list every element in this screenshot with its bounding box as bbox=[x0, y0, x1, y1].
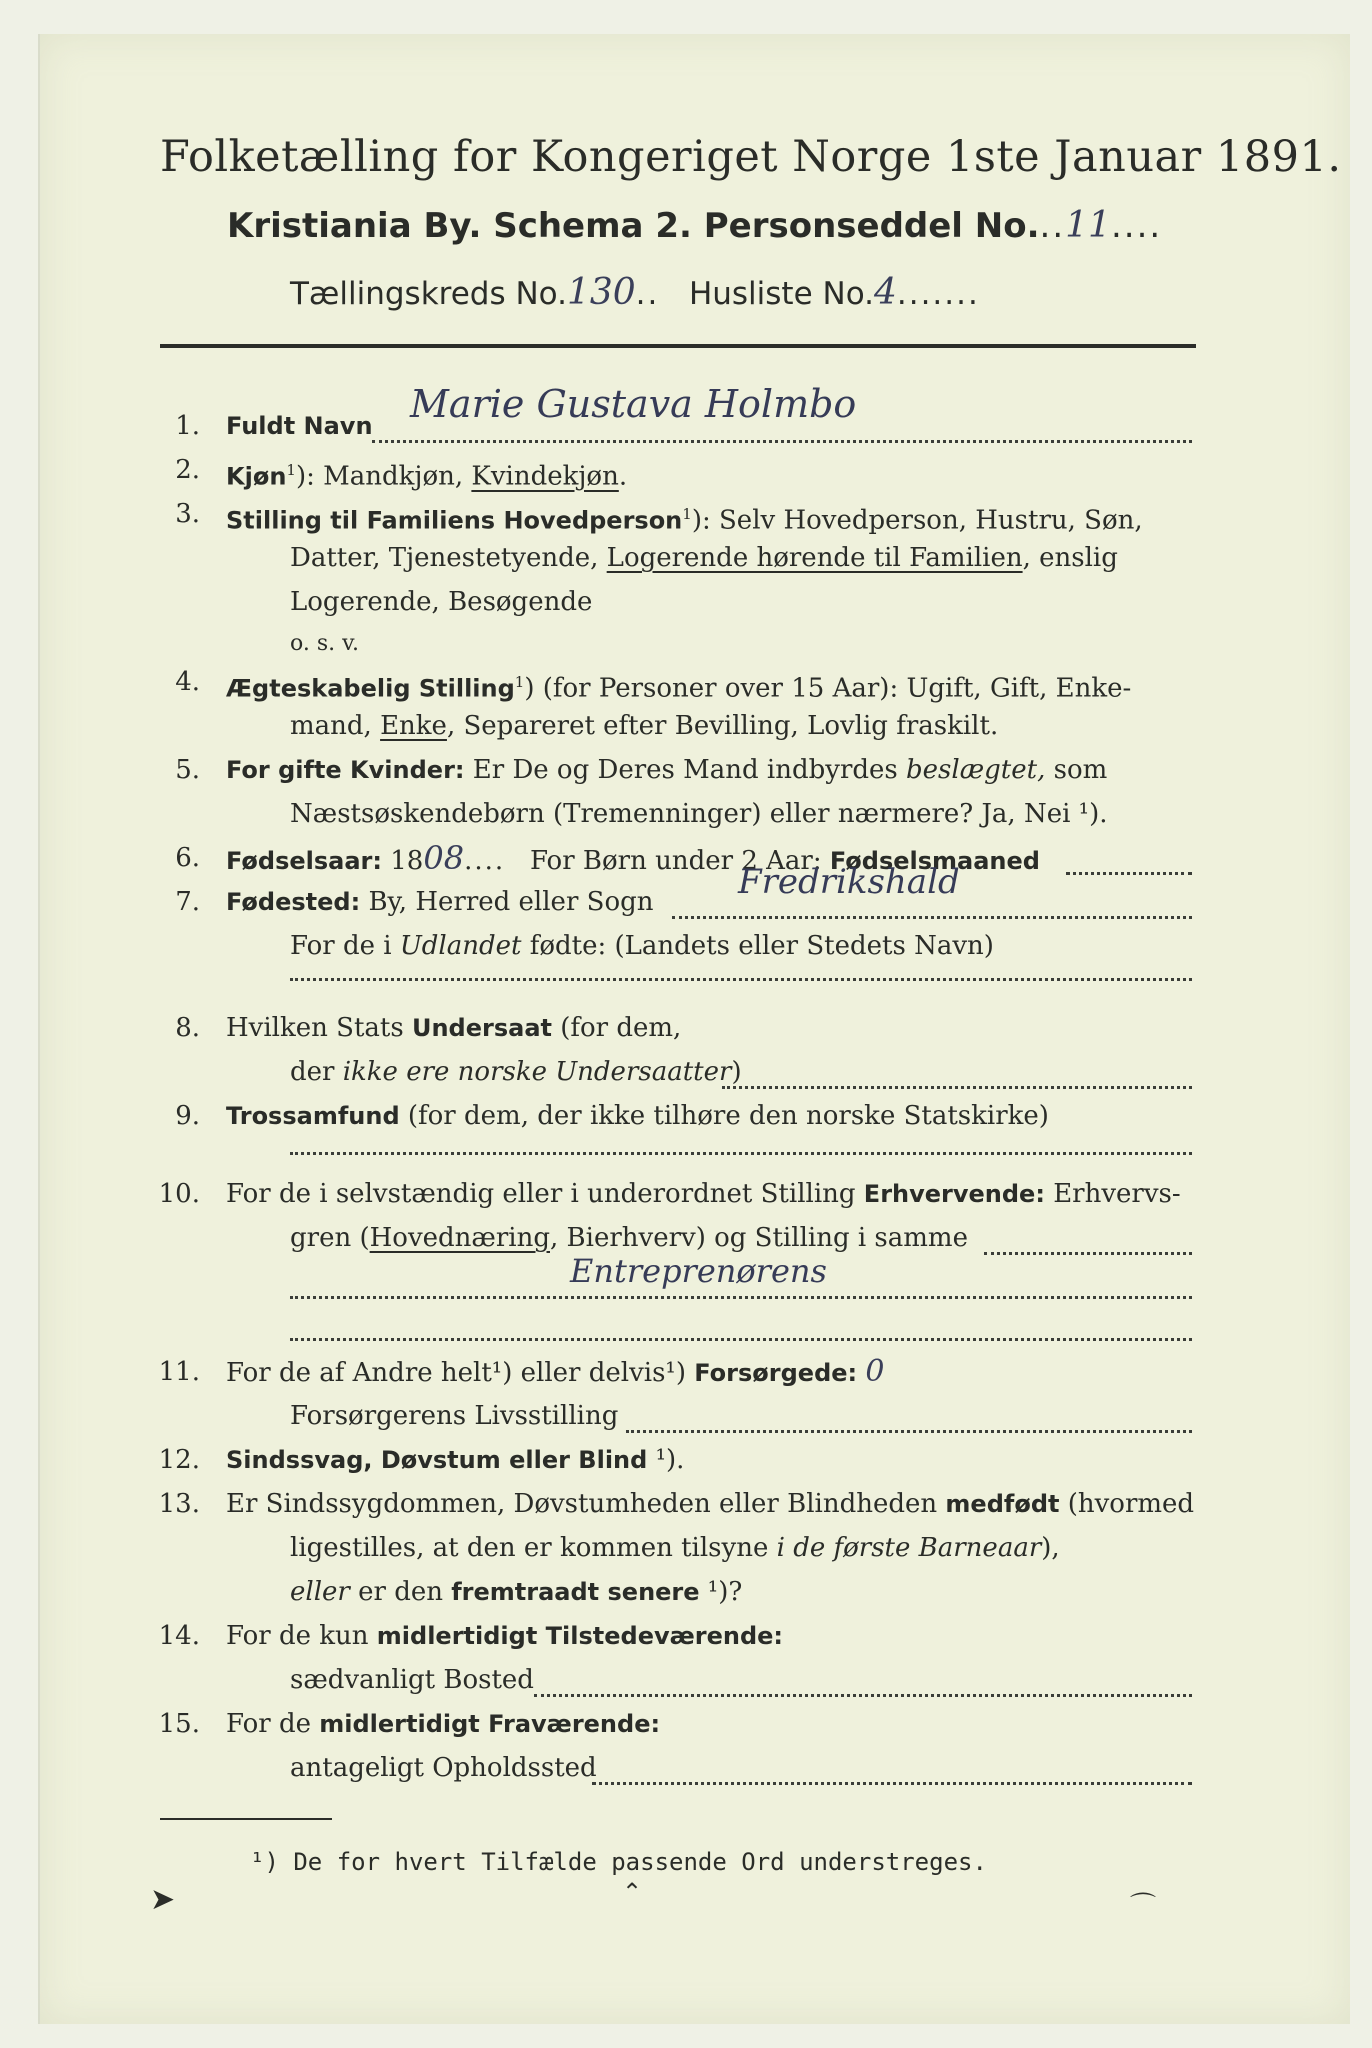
item-text: ¹)? bbox=[699, 1577, 743, 1607]
item-13-line-2 bbox=[0, 1526, 1372, 1570]
item-text: For de af Andre helt¹) eller delvis¹) bbox=[226, 1358, 695, 1388]
item-text: (hvormed bbox=[1059, 1489, 1195, 1519]
item-text: 18 bbox=[382, 846, 424, 876]
item-number: 6. bbox=[175, 843, 200, 873]
name-leader bbox=[372, 440, 1192, 443]
residence-leader bbox=[534, 1694, 1192, 1697]
birth-month-leader bbox=[1066, 872, 1192, 875]
item-text: Logerende, Besøgende bbox=[290, 587, 593, 617]
form-district-line: Tællingskreds No.130.. Husliste No.4....... bbox=[290, 272, 980, 313]
item-text: By, Herred eller Sogn bbox=[360, 887, 654, 917]
item-label: Fødselsmaaned bbox=[829, 847, 1040, 875]
item-text: sædvanligt Bosted bbox=[290, 1665, 534, 1695]
item-text: ): Mandkjøn, bbox=[295, 461, 472, 492]
item-number: 14. bbox=[158, 1621, 200, 1651]
birth-year-value: 08 bbox=[423, 839, 465, 877]
religion-leader bbox=[290, 1152, 1192, 1155]
item-text: Er Sindssygdommen, Døvstumheden eller Blindheden bbox=[226, 1489, 946, 1519]
item-2 bbox=[0, 448, 1372, 492]
item-text: (for dem, bbox=[551, 1013, 682, 1043]
selected-option: Enke bbox=[380, 711, 447, 741]
item-number: 5. bbox=[175, 755, 200, 785]
birthplace-leader bbox=[672, 916, 1192, 919]
item-3-line-2 bbox=[0, 536, 1372, 580]
item-4-line-2 bbox=[0, 704, 1372, 748]
item-text: ), bbox=[1041, 1533, 1060, 1563]
item-label: Stilling til Familiens Hovedperson bbox=[226, 506, 683, 535]
item-text: ikke ere norske Undersaatter bbox=[342, 1057, 732, 1087]
item-text: , enslig bbox=[1022, 543, 1118, 573]
subtitle-text: Kristiania By. Schema 2. Personseddel No. bbox=[227, 206, 1040, 246]
item-15 bbox=[0, 1702, 1372, 1746]
header-rule bbox=[160, 344, 1196, 348]
item-5-line-2 bbox=[0, 792, 1372, 836]
item-label: Forsørgede: bbox=[694, 1359, 858, 1387]
footnote-text: ¹) De for hvert Tilfælde passende Ord understreges. bbox=[250, 1848, 987, 1876]
item-number: 15. bbox=[158, 1709, 200, 1739]
item-text: Er De og Deres Mand indbyrdes bbox=[464, 755, 907, 785]
item-label: fremtraadt senere bbox=[451, 1578, 700, 1606]
item-text: ¹). bbox=[647, 1445, 685, 1475]
item-12 bbox=[0, 1438, 1372, 1482]
item-14 bbox=[0, 1614, 1372, 1658]
item-label: Sindssvag, Døvstum eller Blind bbox=[226, 1446, 648, 1474]
item-text: er den bbox=[349, 1577, 452, 1607]
item-3-line-3 bbox=[0, 580, 1372, 624]
item-5 bbox=[0, 748, 1372, 792]
item-number: 8. bbox=[175, 1013, 200, 1043]
pencil-mark-left: ➤ bbox=[150, 1882, 176, 1917]
item-number: 3. bbox=[175, 499, 200, 529]
item-number: 13. bbox=[158, 1489, 200, 1519]
item-13 bbox=[0, 1482, 1372, 1526]
item-text: , Separeret efter Bevilling, Lovlig fraskilt. bbox=[446, 711, 999, 741]
item-label: midlertidigt Fraværende: bbox=[319, 1710, 661, 1738]
occupation-value: Entreprenørens bbox=[570, 1252, 827, 1290]
supported-value: 0 bbox=[865, 1354, 885, 1389]
item-text: antageligt Opholdssted bbox=[290, 1753, 597, 1783]
selected-option: Kvindekjøn bbox=[471, 461, 619, 492]
item-text: o. s. v. bbox=[290, 631, 359, 656]
item-9 bbox=[0, 1094, 1372, 1138]
stay-place-leader bbox=[592, 1782, 1192, 1785]
item-text: ) (for Personer over 15 Aar): Ugift, Gift, Enke- bbox=[524, 673, 1132, 704]
husliste-number: 4 bbox=[873, 272, 897, 313]
citizenship-leader bbox=[722, 1086, 1192, 1089]
item-text: som bbox=[1045, 755, 1108, 785]
item-text: ): Selv Hovedperson, Hustru, Søn, bbox=[691, 505, 1143, 536]
item-6: 6. Fødselsaar: 1808.... For Børn under 2 Aar: Fødselsmaaned bbox=[0, 836, 1372, 880]
provider-leader bbox=[626, 1430, 1192, 1433]
item-7-line-2 bbox=[0, 924, 1372, 968]
pencil-mark-center: ⌃ bbox=[622, 1878, 643, 1906]
item-11 bbox=[0, 1350, 1372, 1394]
item-label: Fuldt Navn bbox=[226, 412, 373, 440]
item-text: mand, bbox=[290, 711, 381, 741]
item-label: Kjøn bbox=[226, 462, 287, 491]
foreign-birthplace-leader bbox=[290, 978, 1192, 981]
item-label: For gifte Kvinder: bbox=[226, 756, 465, 784]
item-number: 10. bbox=[158, 1179, 200, 1209]
item-text: beslægtet, bbox=[906, 755, 1046, 785]
selected-option: Logerende hørende til Familien bbox=[606, 543, 1023, 573]
item-number: 2. bbox=[175, 455, 200, 485]
item-label: Fødested: bbox=[226, 888, 361, 916]
item-number: 12. bbox=[158, 1445, 200, 1475]
item-text: (for dem, der ikke tilhøre den norske Statskirke) bbox=[399, 1101, 1049, 1131]
item-13-line-3 bbox=[0, 1570, 1372, 1614]
form-subtitle: Kristiania By. Schema 2. Personseddel No...11.... bbox=[227, 205, 1163, 246]
occupation-leader-3 bbox=[290, 1338, 1192, 1341]
item-text: Erhvervs- bbox=[1044, 1179, 1181, 1209]
footnote-ref: 1 bbox=[286, 461, 296, 479]
item-8 bbox=[0, 1006, 1372, 1050]
item-text: For de kun bbox=[226, 1621, 377, 1651]
item-text: fødte: (Landets eller Stedets Navn) bbox=[521, 931, 994, 961]
item-text: . bbox=[618, 461, 628, 492]
item-number: 7. bbox=[175, 887, 200, 917]
item-label: medfødt bbox=[945, 1490, 1060, 1518]
item-label: Erhvervende: bbox=[863, 1180, 1045, 1208]
form-title: Folketælling for Kongeriget Norge 1ste Januar 1891. bbox=[160, 132, 1342, 182]
item-text: eller bbox=[290, 1577, 350, 1607]
item-text: Udlandet bbox=[399, 931, 522, 961]
item-label: midlertidigt Tilstedeværende: bbox=[376, 1622, 784, 1650]
item-3: 3. Stilling til Familiens Hovedperson$^1$): Selv Hovedperson, Hustru, Søn, bbox=[0, 492, 1372, 536]
personseddel-number: 11 bbox=[1065, 205, 1111, 246]
occupation-leader-2 bbox=[290, 1296, 1192, 1299]
item-10 bbox=[0, 1172, 1372, 1216]
item-number: 11. bbox=[158, 1357, 200, 1387]
item-text: gren ( bbox=[290, 1223, 370, 1253]
occupation-leader-1 bbox=[984, 1252, 1192, 1255]
item-text: der bbox=[290, 1057, 343, 1087]
item-label: Undersaat bbox=[411, 1014, 552, 1042]
item-text: For Børn under 2 Aar: bbox=[529, 846, 830, 876]
item-text: For de i bbox=[290, 931, 400, 961]
item-text: Datter, Tjenestetyende, bbox=[290, 543, 607, 573]
item-text: Næstsøskendebørn (Tremenninger) eller nærmere? Ja, Nei ¹). bbox=[290, 799, 1108, 829]
item-text: i de første Barneaar bbox=[776, 1533, 1042, 1563]
birthplace-value: Fredrikshald bbox=[738, 862, 960, 902]
item-text: For de bbox=[226, 1709, 320, 1739]
kreds-number: 130 bbox=[566, 272, 636, 313]
item-text: Forsørgerens Livsstilling bbox=[290, 1401, 619, 1431]
item-number: 1. bbox=[175, 411, 200, 441]
item-text: , Bierhverv) og Stilling i samme bbox=[550, 1223, 968, 1253]
item-text: ligestilles, at den er kommen tilsyne bbox=[290, 1533, 777, 1563]
selected-option: Hovednæring bbox=[369, 1223, 550, 1253]
item-text: For de i selvstændig eller i underordnet Stilling bbox=[226, 1179, 864, 1209]
footnote-rule bbox=[160, 1818, 332, 1820]
item-label: Ægteskabelig Stilling bbox=[226, 674, 515, 703]
item-number: 9. bbox=[175, 1101, 200, 1131]
item-text: Hvilken Stats bbox=[226, 1013, 412, 1043]
item-text: ) bbox=[731, 1057, 742, 1087]
item-number: 4. bbox=[175, 667, 200, 697]
pencil-mark-right: ⌒ bbox=[1130, 1892, 1157, 1922]
kreds-label: Tællingskreds No. bbox=[290, 276, 567, 312]
full-name-value: Marie Gustava Holmbo bbox=[410, 382, 857, 426]
husliste-label: Husliste No. bbox=[688, 276, 874, 312]
item-label: Trossamfund bbox=[226, 1102, 400, 1130]
item-4: 4. Ægteskabelig Stilling$^1$) (for Personer over 15 Aar): Ugift, Gift, Enke- bbox=[0, 660, 1372, 704]
item-label: Fødselsaar: bbox=[226, 847, 382, 875]
